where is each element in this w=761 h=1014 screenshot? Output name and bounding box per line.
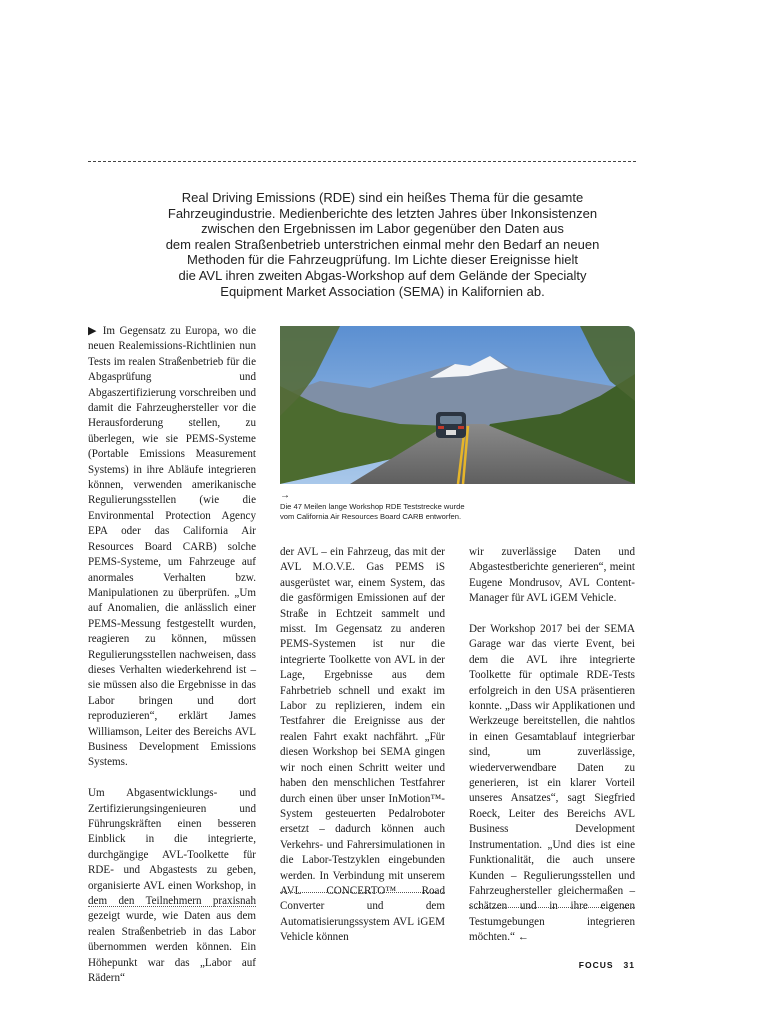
body-paragraph: ▶ Im Gegensatz zu Europa, wo die neuen Realemissions-Richtlinien nun Tests im realen Straßenbetrieb für die Abgasprüfung und Abgaszertifizierung vorschreiben und damit die Fahrzeughersteller vor die Herausforderung stellen, zu überlegen, wie sie PEMS-Systeme (Portable Emissions Measurement Systems) in ihre Abläufe integrieren können, verwenden amerikanische Regulierungsstellen (wie die Environmental Protection Agency EPA oder das California Air Resources Board CARB) solche PEMS-Systeme, um Fahrzeuge auf anormales Verhalten bzw. Manipulationen zu überprüfen. „Um auf Anomalien, die anlässlich einer PEMS-Messung festgestellt wurden, reagieren zu können, müssen Regulierungsstellen nachweisen, dass dieses Verhalten wiederkehrend ist – sie müssen also die Ergebnisse in das Labor bringen und dort reproduzieren“, erklärt James Williamson, Leiter des Bereichs AVL Business Development Emissions Systems. — [88, 325, 256, 769]
intro-line: Fahrzeugindustrie. Medienberichte des letzten Jahres über Inkonsistenzen — [167, 205, 598, 221]
body-column-2 — [280, 545, 445, 946]
intro-line: dem realen Straßenbetrieb unterstrichen einmal mehr den Bedarf an neuen — [165, 236, 600, 252]
road-photo — [280, 326, 635, 484]
caption-line: vom California Air Resources Board CARB entworfen. — [280, 511, 462, 521]
road-scene-image — [280, 326, 635, 484]
page-footer — [579, 960, 635, 970]
magazine-name: FOCUS — [578, 960, 614, 970]
body-column-1 — [88, 324, 256, 986]
body-paragraph: Um Abgasentwicklungs- und Zertifizierungsingenieuren und Führungskräften einen besseren Einblick in die integrierte, durchgängige AVL-Toolkette für RDE- und Abgastests zu geben, organisierte AVL einen Workshop, in dem den Teilnehmern praxisnah gezeigt wurde, wie Daten aus dem realen Straßenbetrieb in das Labor übernommen werden können. Ein Höhepunkt war das „Labor auf Rädern“ — [88, 787, 256, 985]
body-paragraph: wir zuverlässige Daten und Abgastestberichte generieren“, meint Eugene Mondrusov, AVL Content-Manager für AVL iGEM Vehicle. — [469, 546, 635, 605]
column-end-rule — [88, 906, 256, 907]
body-column-3 — [469, 545, 635, 946]
intro-line: Methoden für die Fahrzeugprüfung. Im Lichte dieser Ereignisse hielt — [187, 252, 578, 268]
column-end-rule — [469, 907, 635, 908]
column-end-rule — [280, 892, 445, 893]
intro-line: Equipment Market Association (SEMA) in Kalifornien ab. — [220, 283, 545, 299]
caption-line: Die 47 Meilen lange Workshop RDE Teststrecke wurde — [280, 502, 465, 511]
page-number: 31 — [623, 960, 635, 970]
body-paragraph: der AVL – ein Fahrzeug, das mit der AVL M.O.V.E. Gas PEMS iS ausgerüstet war, einem System, das die gasförmigen Emissionen auf der Straße in Echtzeit sammelt und misst. Im Gegensatz zu anderen PEMS-Systemen ist nur die integrierte Toolkette von AVL in der Lage, Ergebnisse aus dem Fahrbetrieb schnell und exakt im Labor zu replizieren, indem ein Testfahrer die Ereignisse aus der realen Fahrt exakt nachfährt. „Für diesen Workshop bei SEMA gingen wir noch einen Schritt weiter und haben den menschlichen Testfahrer durch einen über unser InMotion™-System gesteuerten Pedalroboter ersetzt – dadurch können auch Verkehrs- und Fahrersimulationen in die Labor-Testzyklen eingebunden werden. In Verbindung mit unserem AVL CONCERTO™ Road Converter und dem Automatisierungssystem AVL iGEM Vehicle können — [280, 546, 445, 944]
top-rule — [88, 161, 636, 162]
body-paragraph: Der Workshop 2017 bei der SEMA Garage war das vierte Event, bei dem die AVL ihre integrierte Toolkette für optimale RDE-Tests erfolgreich in den USA präsentieren konnte. „Dass wir Applikationen und Werkzeuge bereitstellen, die nahtlos in einen Gesamtablauf integrierbar sind, um zuverlässige, wiederverwendbare Daten zu generieren, ist ein klarer Vorteil unseres Ansatzes“, sagt Siegfried Roeck, Leiter des Bereichs AVL Business Development Instrumentation. „Und dies ist eine Funktionalität, die auch unsere Kunden – Regulierungsstellen und Fahrzeughersteller gleichermaßen – schätzen und in ihre eigenen Testumgebungen integrieren möchten.“ ← — [469, 623, 635, 944]
intro-line: die AVL ihren zweiten Abgas-Workshop auf dem Gelände der Specialty — [178, 267, 587, 283]
intro-lead — [130, 190, 635, 299]
intro-line: zwischen den Ergebnissen im Labor gegenüber den Daten aus — [201, 221, 564, 237]
arrow-right-icon: → — [280, 490, 290, 501]
photo-caption — [280, 490, 530, 521]
intro-line: Real Driving Emissions (RDE) sind ein heißes Thema für die gesamte — [181, 190, 584, 205]
